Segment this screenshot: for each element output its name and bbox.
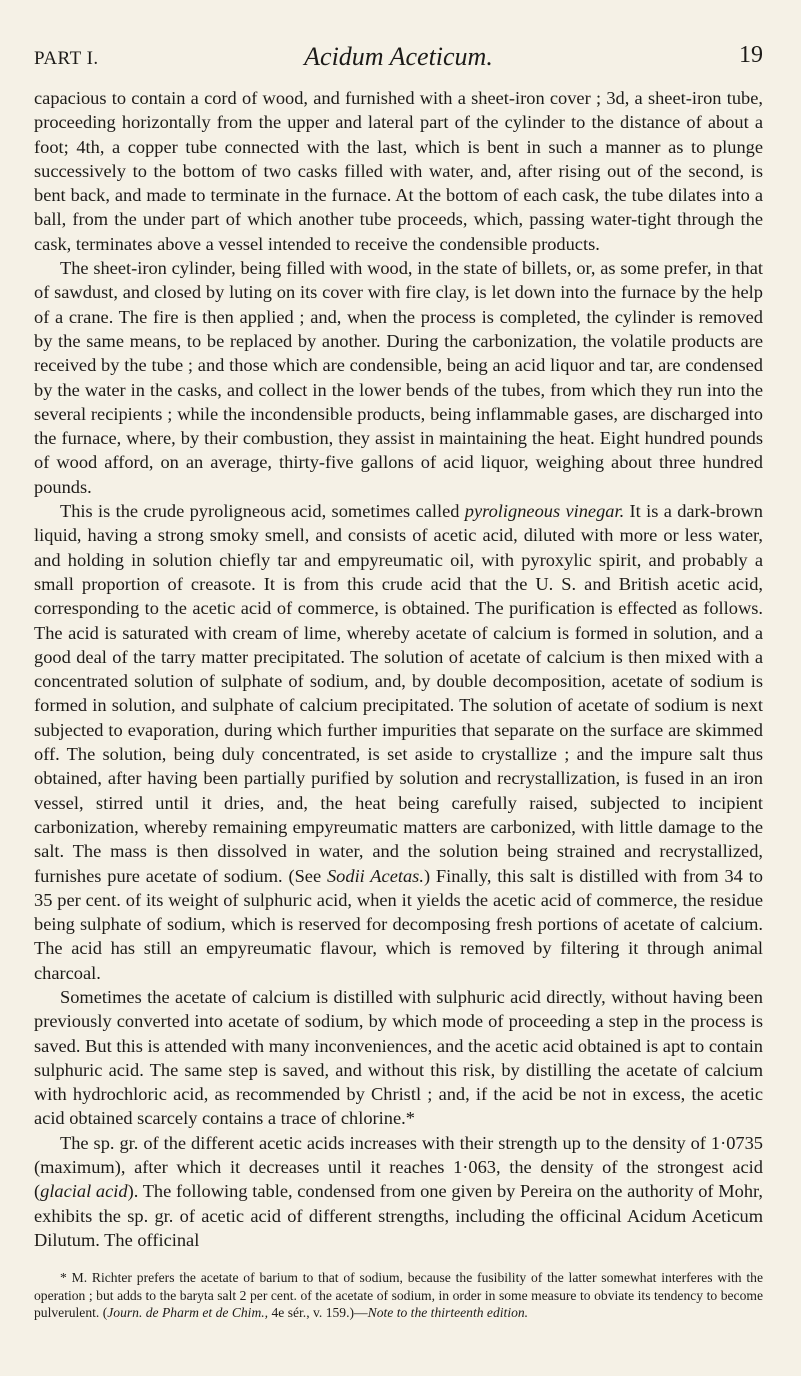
part-label: PART I.	[34, 48, 99, 69]
crude-text-2: It is a dark-brown liquid, having a strong smoky smell, and consists of acetic acid, diluted with more or less water, and holding in solution chiefly tar and empyreumatic oil, with pyroxylic spirit, and probably a small proportion of creasote. It is from this crude acid that the U. S. and British acetic acid, corresponding to the acetic acid of commerce, is obtained. The purification is effected as follows. The acid is saturated with cream of lime, whereby acetate of calcium is formed in solution, and a good deal of the tarry matter precipitated. The solution of acetate of calcium is then mixed with a concentrated solution of sulphate of sodium, and, by double decomposition, acetate of sodium is formed in solution, and sulphate of calcium precipitated. The solution of acetate of sodium is next subjected to evaporation, during which further impurities that separate on the surface are skimmed off. The solution, being duly concentrated, is set aside to crystallize ; and the impure salt thus obtained, after having been partially purified by solution and recrystallization, is fused in an iron vessel, stirred until it dries, and, the heat being carefully raised, subjected to incipient carbonization, whereby remaining empyreumatic matters are carbonized, with little damage to the salt. The mass is then dissolved in water, and the solution being strained and recrystallized, furnishes pure acetate of sodium. (See	[34, 501, 763, 886]
paragraph-carbonization: The sheet-iron cylinder, being filled with wood, in the state of billets, or, as some prefer, in that of sawdust, and closed by luting on its cover with fire clay, is let down into the furnace by the help of a crane. The fire is then applied ; and, when the process is completed, the cylinder is removed by the same means, to be replaced by another. During the carbonization, the volatile products are received by the tube ; and those which are condensible, being an acid liquor and tar, are condensed by the water in the casks, and collect in the lower bends of the tubes, from which they run into the several recipients ; while the incondensible products, being inflammable gases, are discharged into the furnace, where, by their combustion, they assist in maintaining the heat. Eight hundred pounds of wood afford, on an average, thirty-five gallons of acid liquor, weighing about three hundred pounds.	[34, 258, 763, 497]
crude-text-3: ) Finally, this salt is distilled with from 34 to 35 per cent. of its weight of sulphuric acid, when it yields the acetic acid of commerce, the residue being sulphate of sodium, which is reserved for decomposing fresh portions of acetate of calcium. The acid has still an empyreumatic flavour, which is removed by filtering it through animal charcoal.	[34, 865, 763, 983]
footnote-text	[34, 1269, 763, 1322]
footnote	[34, 1269, 763, 1322]
paragraph-specific-gravity	[34, 1131, 763, 1252]
running-header	[34, 42, 763, 82]
body-text	[34, 86, 763, 1252]
sg-text-1: The sp. gr. of the different acetic acids increases with their strength up to the density of 1·0735 (maximum), after which it decreases until it reaches 1·063, the density of the strongest acid (	[34, 1132, 763, 1202]
page-title: Acidum Aceticum.	[304, 42, 493, 71]
crude-text-1: This is the crude pyroligneous acid, sometimes called	[60, 501, 465, 522]
footnote-text-2: 4e sér., v. 159.)—	[268, 1305, 368, 1320]
crude-reference: Sodii Acetas.	[326, 865, 424, 886]
footnote-note: Note to the thirteenth edition.	[367, 1305, 529, 1320]
paragraph-direct-distillation: Sometimes the acetate of calcium is distilled with sulphuric acid directly, without having been previously converted into acetate of sodium, by which mode of proceeding a step in the process is saved. But this is attended with many inconveniences, and the acetic acid obtained is apt to contain sulphuric acid. The same step is saved, and without this risk, by distilling the acetate of calcium with hydrochloric acid, as recommended by Christl ; and, if the acid be not in excess, the acetic acid obtained scarcely contains a trace of chlorine.*	[34, 986, 763, 1129]
paragraph-crude-acid	[34, 499, 763, 985]
footnote-source: Journ. de Pharm et de Chim.,	[107, 1305, 269, 1320]
sg-text-2: ). The following table, condensed from one given by Pereira on the authority of Mohr, exhibits the sp. gr. of acetic acid of different strengths, including the officinal Acidum Aceticum Dilutum. The officinal	[34, 1181, 764, 1250]
sg-term: glacial acid	[40, 1181, 128, 1202]
crude-term: pyroligneous vinegar.	[464, 501, 625, 522]
paragraph-apparatus: capacious to contain a cord of wood, and furnished with a sheet-iron cover ; 3d, a sheet-iron tube, proceeding horizontally from the upper and lateral part of the cylinder to the distance of about a foot; 4th, a copper tube connected with the last, which is bent in such a manner as to plunge successively to the bottom of two casks filled with water, and, after rising out of the second, is bent back, and made to terminate in the furnace. At the bottom of each cask, the tube dilates into a ball, from the under part of which another tube proceeds, which, passing water-tight through the cask, terminates above a vessel intended to receive the condensible products.	[34, 88, 763, 254]
footnote-text-1: * M. Richter prefers the acetate of barium to that of sodium, because the fusibility of the latter somewhat interferes with the operation ; but adds to the baryta salt 2 per cent. of the acetate of sodium, in order in some measure to obviate its tendency to become pulverulent. (	[34, 1270, 763, 1320]
page-number: 19	[739, 42, 763, 68]
